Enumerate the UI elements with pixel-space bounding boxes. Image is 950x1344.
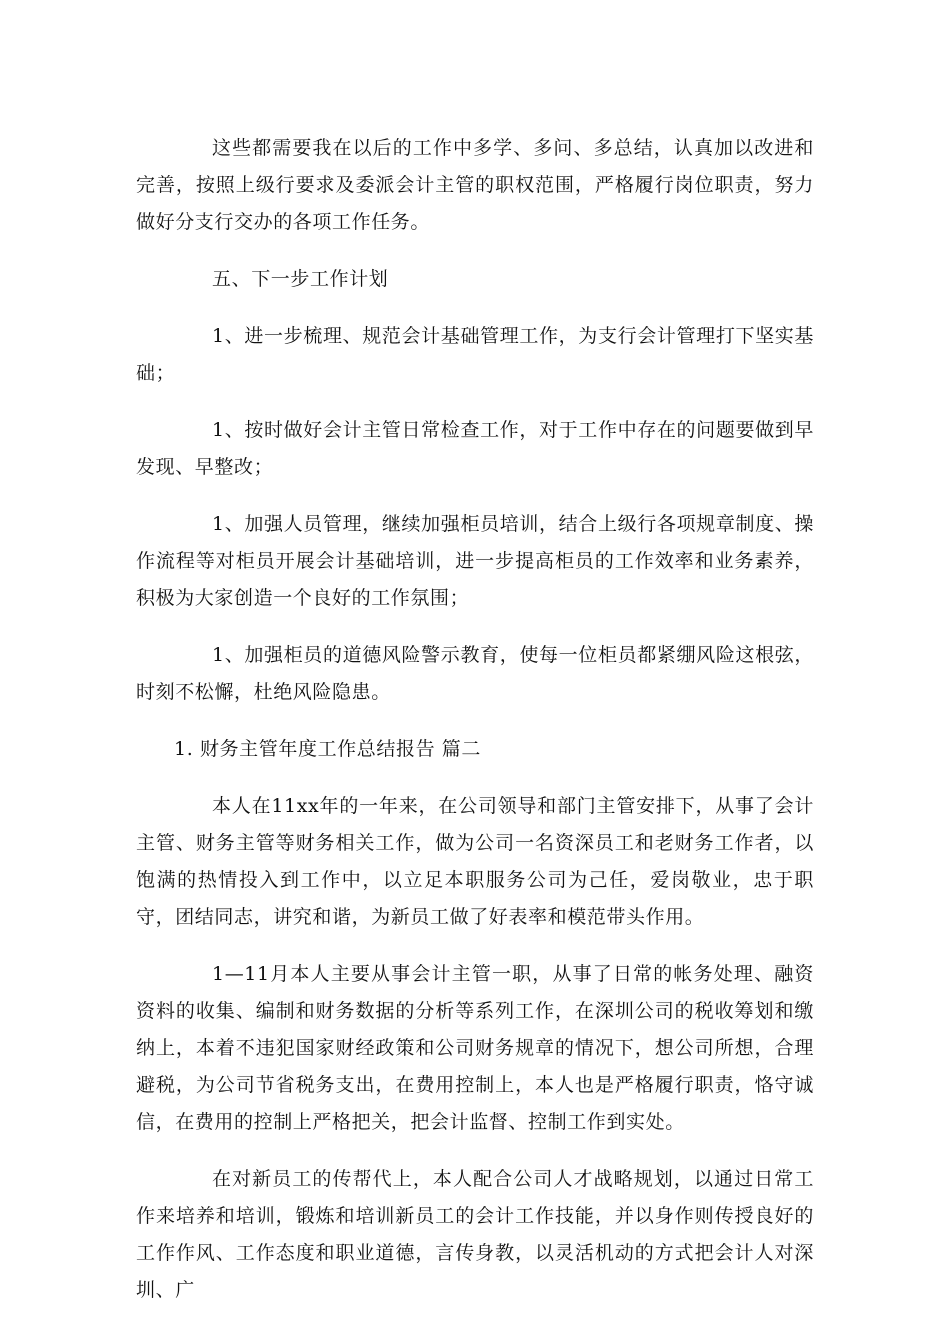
paragraph: 1—11月本人主要从事会计主管一职，从事了日常的帐务处理、融资资料的收集、编制和财务数据的分析等系列工作，在深圳公司的税收筹划和缴纳上，本着不违犯国家财经政策和公司财务规章的情况下，想公司所想，合理避税，为公司节省税务支出，在费用控制上，本人也是严格履行职责，恪守诚信，在费用的控制上严格把关，把会计监督、控制工作到实处。 xyxy=(136,963,814,1133)
paragraph: 在对新员工的传帮代上，本人配合公司人才战略规划，以通过日常工作来培养和培训，锻炼和培训新员工的会计工作技能，并以身作则传授良好的工作作风、工作态度和职业道德，言传身教，以灵活机动的方式把会计人对深圳、广 xyxy=(136,1168,814,1301)
article-title: 1. 财务主管年度工作总结报告 篇二 xyxy=(174,738,482,760)
paragraph: 本人在11xx年的一年来，在公司领导和部门主管安排下，从事了会计主管、财务主管等财务相关工作，做为公司一名资深员工和老财务工作者，以饱满的热情投入到工作中，以立足本职服务公司为己任，爱岗敬业，忠于职守，团结同志，讲究和谐，为新员工做了好表率和模范带头作用。 xyxy=(136,795,814,928)
plan-item: 1、加强柜员的道德风险警示教育，使每一位柜员都紧绷风险这根弦，时刻不松懈，杜绝风险隐患。 xyxy=(136,644,814,703)
section-heading: 五、下一步工作计划 xyxy=(212,268,389,290)
plan-item: 1、加强人员管理，继续加强柜员培训，结合上级行各项规章制度、操作流程等对柜员开展会计基础培训，进一步提高柜员的工作效率和业务素养，积极为大家创造一个良好的工作氛围； xyxy=(136,513,814,609)
document-page xyxy=(136,130,814,1329)
plan-item: 1、进一步梳理、规范会计基础管理工作，为支行会计管理打下坚实基础； xyxy=(136,325,814,384)
plan-item: 1、按时做好会计主管日常检查工作，对于工作中存在的问题要做到早发现、早整改； xyxy=(136,419,814,478)
paragraph: 这些都需要我在以后的工作中多学、多问、多总结，认真加以改进和完善，按照上级行要求及委派会计主管的职权范围，严格履行岗位职责，努力做好分支行交办的各项工作任务。 xyxy=(136,137,814,233)
